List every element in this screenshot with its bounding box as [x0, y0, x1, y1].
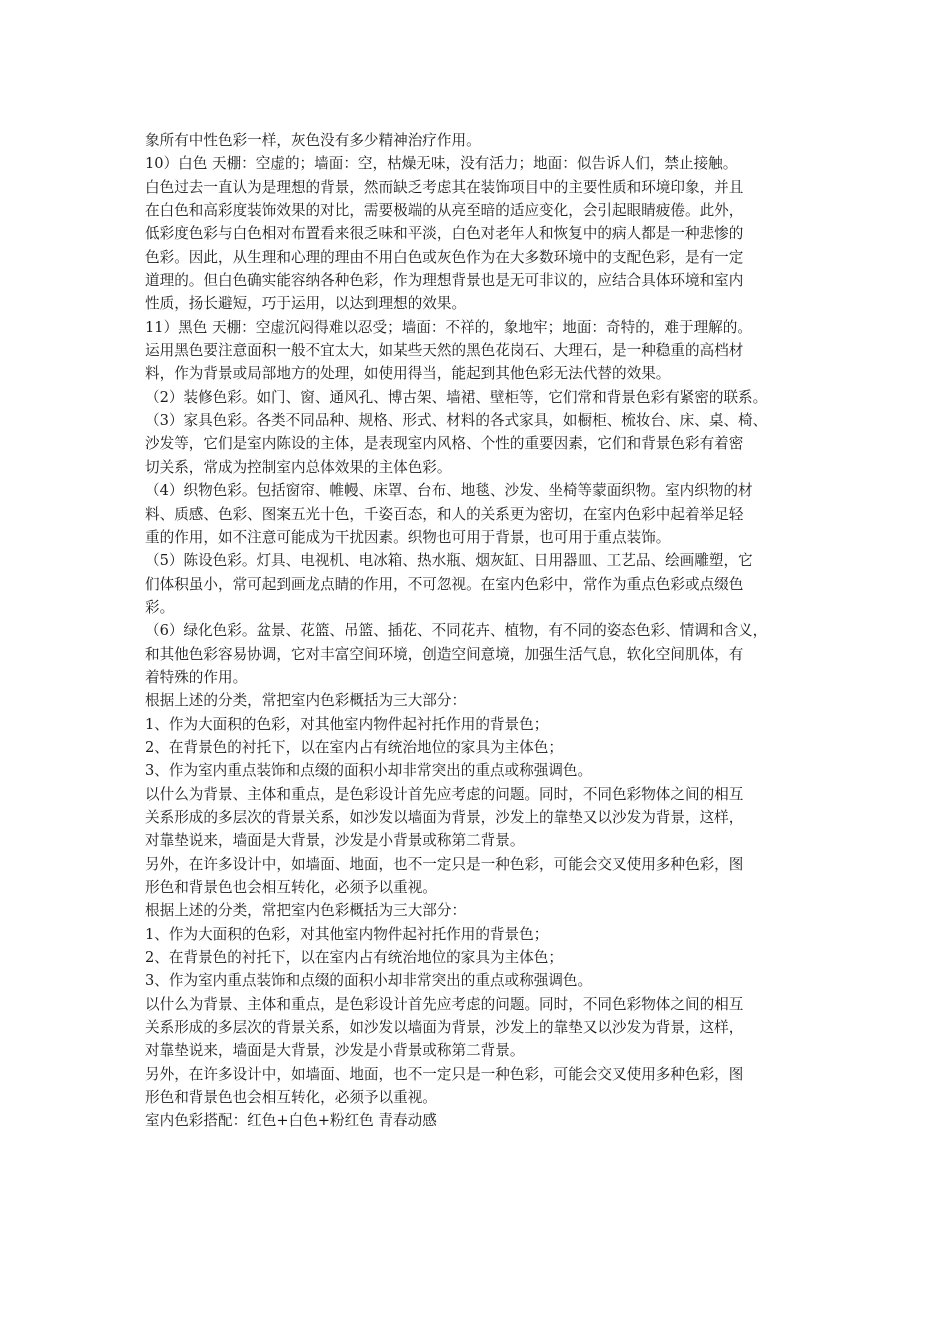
text-line: 10）白色 天棚：空虚的；墙面：空，枯燥无味，没有活力；地面：似告诉人们，禁止接触。 [145, 155, 738, 173]
text-line: 对靠垫说来，墙面是大背景，沙发是小背景或称第二背景。 [145, 832, 525, 850]
text-line: 低彩度色彩与白色相对布置看来很乏味和平淡，白色对老年人和恢复中的病人都是一种悲惨的 [145, 225, 744, 243]
text-line: 11）黑色 天棚：空虚沉闷得难以忍受；墙面：不祥的，象地牢；地面：奇特的，难于理解的。 [145, 318, 752, 336]
text-line: 料、质感、色彩、图案五光十色，千姿百态，和人的关系更为密切，在室内色彩中起着举足轻 [145, 505, 744, 523]
text-line: 性质，扬长避短，巧于运用，以达到理想的效果。 [145, 295, 467, 313]
text-line: 料，作为背景或局部地方的处理，如使用得当，能起到其他色彩无法代替的效果。 [145, 365, 671, 383]
text-line: 2、在背景色的衬托下，以在室内占有统治地位的家具为主体色； [145, 949, 563, 967]
text-line: 形色和背景色也会相互转化，必须予以重视。 [145, 879, 437, 896]
text-line: 以什么为背景、主体和重点，是色彩设计首先应考虑的问题。同时，不同色彩物体之间的相互 [145, 995, 744, 1013]
text-line: （2）装修色彩。如门、窗、通风孔、博古架、墙裙、壁柜等，它们常和背景色彩有紧密的联系。 [145, 388, 768, 406]
text-line: 和其他色彩容易协调，它对丰富空间环境，创造空间意境，加强生活气息，软化空间肌体，有 [145, 645, 744, 663]
text-line: （4）织物色彩。包括窗帘、帷幔、床罩、台布、地毯、沙发、坐椅等蒙面织物。室内织物的材 [145, 482, 753, 500]
text-line: 室内色彩搭配：红色+白色+粉红色 青春动感 [145, 1112, 437, 1130]
text-line: （3）家具色彩。各类不同品种、规格、形式、材料的各式家具，如橱柜、梳妆台、床、桌、椅、 [145, 412, 768, 430]
text-line: 关系形成的多层次的背景关系，如沙发以墙面为背景，沙发上的靠垫又以沙发为背景，这样， [145, 1019, 744, 1037]
text-line: 重的作用，如不注意可能成为干扰因素。织物也可用于背景，也可用于重点装饰。 [145, 528, 671, 546]
text-line: 2、在背景色的衬托下，以在室内占有统治地位的家具为主体色； [145, 738, 563, 756]
document-body-text [145, 129, 835, 1133]
text-line: 对靠垫说来，墙面是大背景，沙发是小背景或称第二背景。 [145, 1042, 525, 1060]
text-line: 沙发等，它们是室内陈设的主体，是表现室内风格、个性的重要因素，它们和背景色彩有着密 [145, 435, 744, 453]
text-line: （5）陈设色彩。灯具、电视机、电冰箱、热水瓶、烟灰缸、日用器皿、工艺品、绘画雕塑，它 [145, 552, 753, 570]
text-line: 着特殊的作用。 [145, 668, 248, 686]
text-line: 根据上述的分类，常把室内色彩概括为三大部分： [145, 692, 467, 710]
text-line: 切关系，常成为控制室内总体效果的主体色彩。 [145, 458, 452, 476]
text-line: 象所有中性色彩一样，灰色没有多少精神治疗作用。 [145, 132, 481, 149]
text-line: 关系形成的多层次的背景关系，如沙发以墙面为背景，沙发上的靠垫又以沙发为背景，这样， [145, 808, 744, 826]
text-line: 1、作为大面积的色彩，对其他室内物件起衬托作用的背景色； [145, 925, 549, 943]
text-line: 3、作为室内重点装饰和点缀的面积小却非常突出的重点或称强调色。 [145, 972, 593, 990]
text-line: 1、作为大面积的色彩，对其他室内物件起衬托作用的背景色； [145, 715, 549, 733]
text-line: 形色和背景色也会相互转化，必须予以重视。 [145, 1089, 437, 1107]
text-line: （6）绿化色彩。盆景、花篮、吊篮、插花、不同花卉、植物，有不同的姿态色彩、情调和含义， [145, 622, 768, 640]
text-line: 彩。 [145, 598, 175, 616]
text-line: 3、作为室内重点装饰和点缀的面积小却非常突出的重点或称强调色。 [145, 762, 593, 780]
text-line: 以什么为背景、主体和重点，是色彩设计首先应考虑的问题。同时，不同色彩物体之间的相互 [145, 785, 744, 803]
text-line: 另外，在许多设计中，如墙面、地面，也不一定只是一种色彩，可能会交叉使用多种色彩，图 [145, 855, 744, 873]
text-line: 另外，在许多设计中，如墙面、地面，也不一定只是一种色彩，可能会交叉使用多种色彩，图 [145, 1065, 744, 1083]
text-line: 在白色和高彩度装饰效果的对比，需要极端的从亮至暗的适应变化，会引起眼睛疲倦。此外， [145, 202, 744, 220]
text-line: 白色过去一直认为是理想的背景，然而缺乏考虑其在装饰项目中的主要性质和环境印象，并且 [145, 178, 744, 196]
text-line: 道理的。但白色确实能容纳各种色彩，作为理想背景也是无可非议的，应结合具体环境和室内 [145, 272, 744, 290]
text-line: 色彩。因此，从生理和心理的理由不用白色或灰色作为在大多数环境中的支配色彩，是有一定 [145, 248, 744, 266]
text-line: 们体积虽小，常可起到画龙点睛的作用，不可忽视。在室内色彩中，常作为重点色彩或点缀色 [145, 575, 744, 593]
text-line: 根据上述的分类，常把室内色彩概括为三大部分： [145, 902, 467, 920]
text-line: 运用黑色要注意面积一般不宜太大，如某些天然的黑色花岗石、大理石，是一种稳重的高档材 [145, 342, 744, 360]
